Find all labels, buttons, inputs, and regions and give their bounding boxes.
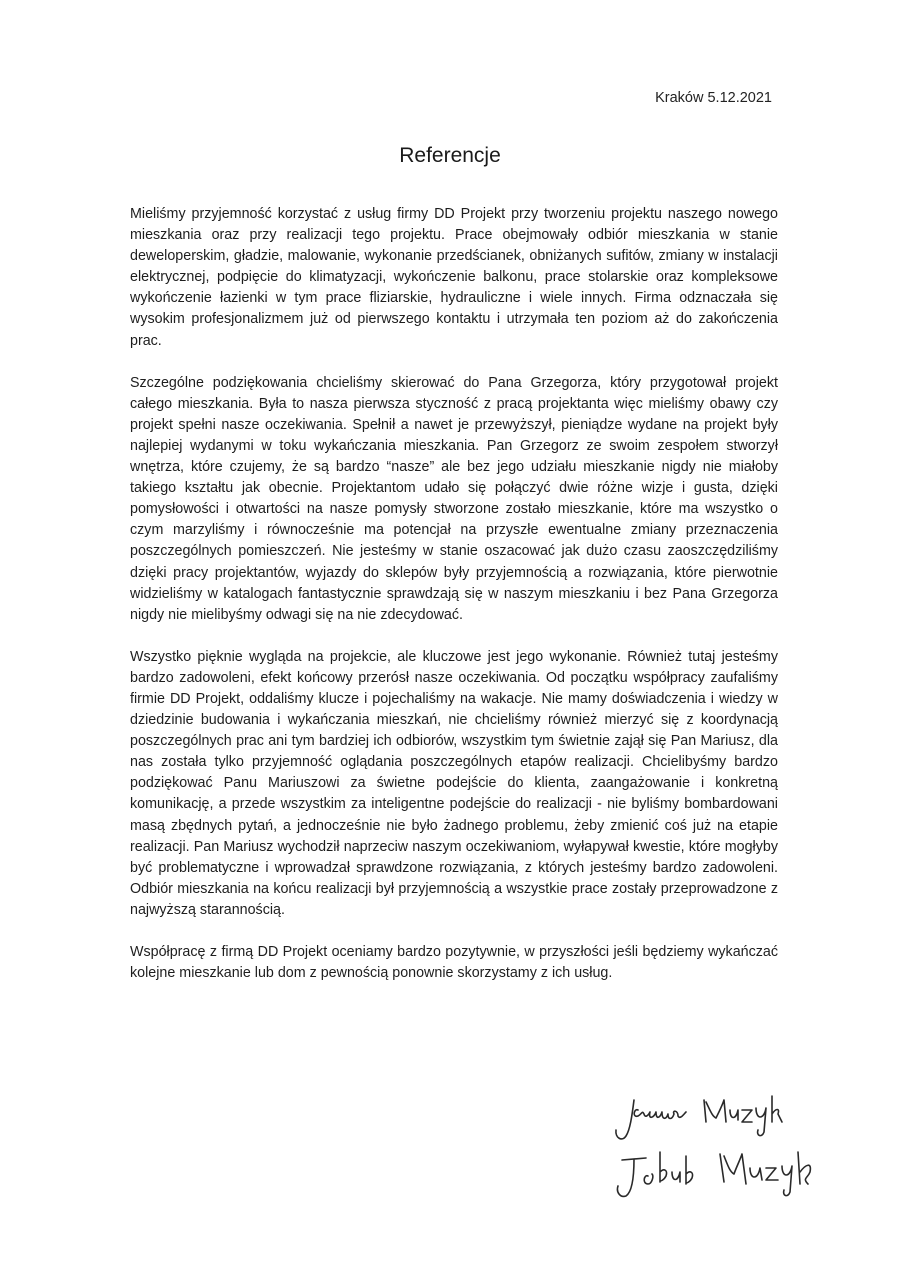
letter-title: Referencje <box>399 144 501 167</box>
paragraph-intro: Mieliśmy przyjemność korzystać z usług firmy DD Projekt przy tworzeniu projektu naszego nowego mieszkania oraz przy realizacji tego projektu. Prace obejmowały odbiór mieszkania w stanie deweloperskim, gładzie, malowanie, wykonanie przedścianek, obniżanych sufitów, zmiany w instalacji elektrycznej, podpięcie do klimatyzacji, wykończenie balkonu, prace stolarskie oraz kompleksowe wykończenie łazienki w tym prace fliziarskie, hydrauliczne i wiele innych. Firma odznaczała się wysokim profesjonalizmem już od pierwszego kontaktu i utrzymała ten poziom aż do zakończenia prac. <box>130 206 778 349</box>
letter-body <box>130 204 778 984</box>
signature-first <box>616 1096 782 1139</box>
paragraph-execution-thanks: Wszystko pięknie wygląda na projekcie, ale kluczowe jest jego wykonanie. Również tutaj jesteśmy bardzo zadowoleni, efekt końcowy przerósł nasze oczekiwania. Od początku współpracy zaufaliśmy firmie DD Projekt, oddaliśmy klucze i pojechaliśmy na wakacje. Nie mamy doświadczenia i wiedzy w dziedzinie budowania i wykańczania mieszkań, nie chcieliśmy również mierzyć się z koordynacją poszczególnych prac ani tym bardziej ich odbiorów, wszystkim tym świetnie zajął się Pan Mariusz, dla nas została tylko przyjemność oglądania poszczególnych etapów realizacji. Chcielibyśmy bardzo podziękować Panu Mariuszowi za świetne podejście do klienta, zaangażowanie i konkretną komunikację, a przede wszystkim za inteligentne podejście do realizacji - nie byliśmy bombardowani masą zbędnych pytań, a jednocześnie nie było żadnego problemu, żeby zmienić coś już na etapie realizacji. Pan Mariusz wychodził naprzeciw naszym oczekiwaniom, wyłapywał kwestie, które mogłyby być problematyczne i wprowadzał sprawdzone rozwiązania, z których jesteśmy bardzo zadowoleni. Odbiór mieszkania na końcu realizacji był przyjemnością a wszystkie prace zostały przeprowadzone z najwyższą starannością. <box>130 648 778 918</box>
paragraph-designer-thanks: Szczególne podziękowania chcieliśmy skierować do Pana Grzegorza, który przygotował projekt całego mieszkania. Była to nasza pierwsza styczność z pracą projektanta więc mieliśmy obawy czy projekt spełni nasze oczekiwania. Spełnił a nawet je przewyższył, pieniądze wydane na projekt były najlepiej wydanymi w toku wykańczania mieszkania. Pan Grzegorz ze swoim zespołem stworzył wnętrza, które czujemy, że są bardzo “nasze” ale bez jego udziału mieszkanie nigdy nie miałoby takiego kształtu jak obecnie. Projektantom udało się połączyć dwie różne wizje i gusta, dzięki pomysłowości i otwartości na nasze pomysły stworzone zostało mieszkanie, które ma wszystko o czym marzyliśmy i równocześnie ma potencjał na przyszłe ewentualne zmiany przeznaczenia poszczególnych pomieszczeń. Nie jesteśmy w stanie oszacować jak dużo czasu zaoszczędziliśmy dzięki pracy projektantów, wyjazdy do sklepów były przyjemnością a rozwiązania, które pierwotnie widzieliśmy w katalogach fantastycznie sprawdzają się w naszym mieszkaniu i bez Pana Grzegorza nigdy nie mielibyśmy odwagi się na nie zdecydować. <box>130 374 778 623</box>
place-and-date: Kraków 5.12.2021 <box>655 90 772 106</box>
signatures-block <box>612 1080 842 1210</box>
handwritten-signatures <box>612 1080 842 1210</box>
paragraph-closing: Współpracę z firmą DD Projekt oceniamy bardzo pozytywnie, w przyszłości jeśli będziemy wykańczać kolejne mieszkanie lub dom z pewnością ponownie skorzystamy z ich usług. <box>130 944 778 982</box>
signature-second <box>617 1152 810 1196</box>
